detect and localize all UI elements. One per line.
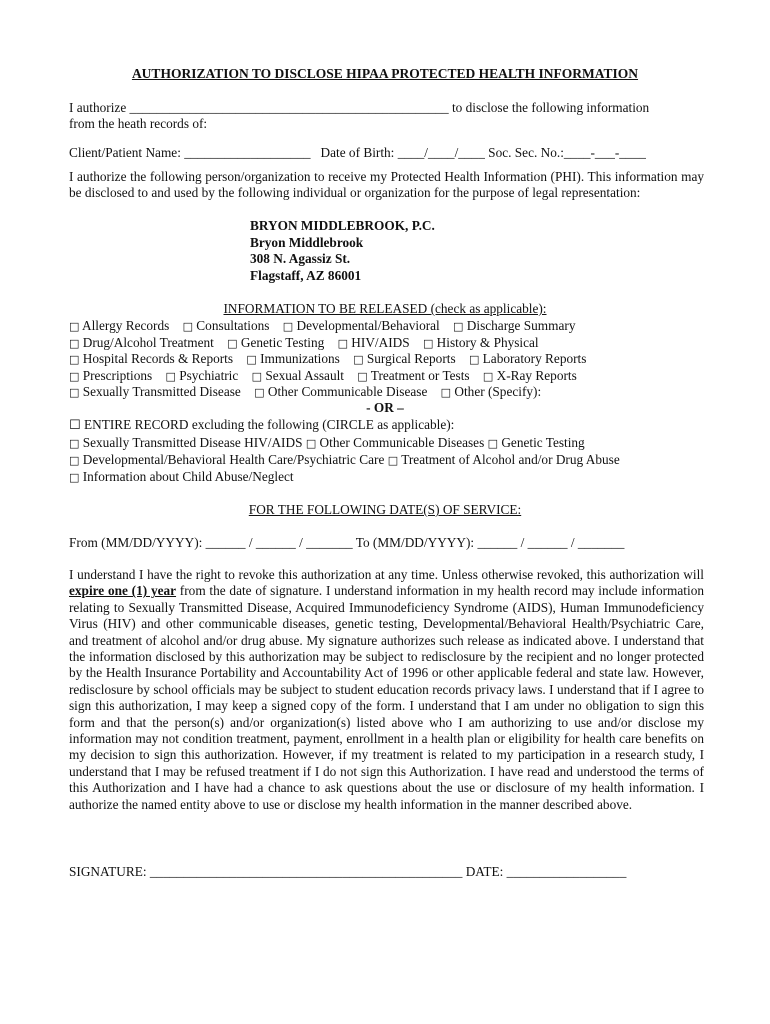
- info-released-label: Sexual Assault: [262, 367, 344, 383]
- checkbox-icon[interactable]: □: [453, 320, 464, 333]
- info-released-option[interactable]: [227, 335, 324, 350]
- info-released-heading: INFORMATION TO BE RELEASED (check as applicable):: [223, 301, 547, 316]
- exclusion-label: Sexually Transmitted Disease HIV/AIDS: [79, 435, 303, 450]
- info-released-option[interactable]: [483, 368, 577, 383]
- checkbox-icon[interactable]: □: [69, 353, 80, 367]
- exclusion-label: Treatment of Alcohol and/or Drug Abuse: [398, 452, 620, 467]
- info-released-option[interactable]: [423, 335, 539, 350]
- info-released-option[interactable]: [252, 368, 344, 383]
- info-released-row: [69, 335, 539, 351]
- checkbox-icon[interactable]: □: [69, 471, 80, 484]
- checkbox-icon[interactable]: □: [353, 353, 364, 367]
- exclusion-label: Genetic Testing: [498, 435, 585, 450]
- or-separator: - OR –: [366, 400, 404, 415]
- info-released-option[interactable]: [165, 368, 238, 383]
- info-released-label: Sexually Transmitted Disease: [79, 384, 241, 400]
- exclusion-option[interactable]: [488, 435, 585, 450]
- exclusion-row: [69, 435, 585, 451]
- info-released-option[interactable]: [338, 335, 410, 350]
- checkbox-icon[interactable]: □: [305, 437, 317, 450]
- entire-record-label: ENTIRE RECORD excluding the following (CIRCLE as applicable):: [83, 417, 455, 432]
- exclusion-row: [69, 469, 294, 485]
- info-released-option[interactable]: [69, 351, 233, 366]
- exclusion-option[interactable]: [69, 452, 384, 467]
- info-released-row: [69, 351, 586, 367]
- checkbox-icon[interactable]: □: [69, 369, 80, 383]
- info-released-label: Genetic Testing: [237, 334, 325, 350]
- checkbox-icon[interactable]: □: [227, 336, 238, 350]
- info-released-label: Developmental/Behavioral: [293, 318, 440, 333]
- checkbox-icon[interactable]: □: [468, 353, 480, 367]
- checkbox-icon[interactable]: □: [282, 320, 294, 333]
- info-released-option[interactable]: [69, 384, 241, 399]
- info-released-label: Discharge Summary: [463, 318, 576, 333]
- info-released-option[interactable]: [357, 368, 469, 383]
- info-released-option[interactable]: [69, 318, 169, 333]
- info-released-label: Treatment or Tests: [367, 367, 470, 383]
- service-date-range-fields[interactable]: From (MM/DD/YYYY): ______ / ______ / _______ To (MM/DD/YYYY): ______ / ______ / _______: [69, 535, 625, 550]
- terms-paragraph: [69, 567, 704, 813]
- expiration-emphasis: expire one (1) year: [69, 583, 177, 599]
- info-released-row: [69, 318, 575, 334]
- checkbox-icon[interactable]: □: [254, 386, 265, 400]
- recipient-firm: BRYON MIDDLEBROOK, P.C.: [250, 218, 435, 233]
- exclusion-option[interactable]: [69, 435, 303, 450]
- checkbox-icon[interactable]: □: [357, 369, 368, 383]
- exclusion-label: Information about Child Abuse/Neglect: [79, 469, 294, 484]
- checkbox-icon[interactable]: □: [246, 353, 257, 367]
- checkbox-icon[interactable]: □: [440, 386, 452, 400]
- exclusion-row: [69, 452, 620, 468]
- info-released-option[interactable]: [441, 384, 542, 399]
- recipient-name: Bryon Middlebrook: [250, 235, 364, 250]
- checkbox-icon[interactable]: □: [69, 437, 80, 450]
- info-released-option[interactable]: [183, 318, 270, 333]
- info-released-option[interactable]: [283, 318, 440, 333]
- checkbox-icon[interactable]: □: [487, 437, 498, 450]
- checkbox-icon[interactable]: □: [337, 336, 348, 350]
- info-released-label: Laboratory Reports: [479, 351, 587, 367]
- authorize-party-field[interactable]: I authorize ________________________________________________ to disclose the following information: [69, 100, 650, 115]
- exclusion-option[interactable]: [306, 435, 484, 450]
- checkbox-icon[interactable]: □: [251, 369, 262, 383]
- recipient-paragraph: I authorize the following person/organization to receive my Protected Health Information (PHI). This information may be disclosed to and used by the following individual or organization for the purpose of legal representation:: [69, 169, 704, 201]
- exclusion-option[interactable]: [388, 452, 620, 467]
- info-released-label: Drug/Alcohol Treatment: [79, 334, 214, 350]
- info-released-option[interactable]: [453, 318, 575, 333]
- info-released-label: Hospital Records & Reports: [79, 351, 234, 367]
- checkbox-icon[interactable]: □: [182, 320, 193, 333]
- entire-record-option[interactable]: [69, 417, 454, 433]
- info-released-label: History & Physical: [433, 334, 539, 350]
- info-released-label: Surgical Reports: [363, 351, 456, 367]
- info-released-row: [69, 384, 541, 400]
- dates-heading: FOR THE FOLLOWING DATE(S) OF SERVICE:: [248, 502, 522, 517]
- exclusion-label: Developmental/Behavioral Health Care/Psychiatric Care: [79, 452, 385, 467]
- checkbox-icon[interactable]: □: [165, 369, 176, 383]
- checkbox-icon[interactable]: □: [387, 454, 399, 467]
- recipient-street: 308 N. Agassiz St.: [250, 251, 351, 266]
- info-released-option[interactable]: [246, 351, 340, 366]
- info-released-option[interactable]: [69, 368, 152, 383]
- info-released-label: HIV/AIDS: [347, 334, 410, 350]
- info-released-label: Immunizations: [256, 351, 340, 367]
- info-released-label: Other (Specify):: [451, 384, 542, 400]
- terms-text-start: I understand I have the right to revoke this authorization at any time. Unless otherwise revoked, this authorization will: [69, 567, 704, 582]
- signature-date-fields[interactable]: SIGNATURE: _______________________________________________ DATE: __________________: [69, 864, 627, 879]
- checkbox-icon[interactable]: □: [422, 336, 434, 350]
- info-released-label: Other Communicable Disease: [264, 384, 428, 400]
- recipient-city: Flagstaff, AZ 86001: [250, 268, 362, 283]
- checkbox-icon[interactable]: □: [69, 336, 80, 350]
- info-released-row: [69, 368, 577, 384]
- form-title: AUTHORIZATION TO DISCLOSE HIPAA PROTECTED HEALTH INFORMATION: [131, 66, 639, 81]
- checkbox-icon[interactable]: □: [69, 386, 80, 400]
- authorize-line-continuation: from the heath records of:: [69, 116, 208, 131]
- info-released-label: Prescriptions: [79, 367, 153, 383]
- patient-info-fields[interactable]: Client/Patient Name: ___________________ Date of Birth: ____/____/____ Soc. Sec. No.:____-___-____: [69, 145, 646, 160]
- info-released-option[interactable]: [254, 384, 427, 399]
- info-released-label: Allergy Records: [79, 318, 170, 333]
- info-released-label: X-Ray Reports: [493, 367, 577, 383]
- info-released-label: Consultations: [192, 318, 270, 333]
- info-released-option[interactable]: [69, 335, 214, 350]
- terms-text-rest: from the date of signature. I understand information in my health record may include information relating to Sexually Transmitted Disease, Acquired Immunodeficiency Syndrome (AIDS), Human Immunodeficiency Virus (HIV) and other communicable diseases, genetic testing, Developmental/Behavioral Health/Psychiatric Care, and treatment of alcohol and/or drug abuse. My signature authorizes such release as indicated above. I understand that the information disclosed by this authorization may be subject to redisclosure by the recipient and no longer protected by the Health Insurance Portability and Accountability Act of 1996 or other applicable federal and state law. However, redisclosure by school officials may be subject to student education records privacy laws. I understand that if I agree to sign this authorization, I may keep a signed copy of the form. I understand that I am under no obligation to sign this form and that the person(s) and/or organization(s) listed above who I am authorizing to use and/or disclose my information may not condition treatment, payment, enrollment in a health plan or eligibility for health care benefits on my decision to sign this authorization. However, if my treatment is related to my participation in a research study, I understand that I may be refused treatment if I do not sign this Authorization. I have read and understood the terms of this Authorization and I have had a chance to ask questions about the use or disclosure of my health information. I authorize the named entity above to use or disclose my health information in the manner described above.: [69, 583, 704, 812]
- exclusion-label: Other Communicable Diseases: [316, 435, 485, 450]
- info-released-label: Psychiatric: [175, 367, 239, 383]
- info-released-option[interactable]: [353, 351, 456, 366]
- checkbox-icon[interactable]: ☐: [69, 418, 81, 433]
- info-released-option[interactable]: [469, 351, 587, 366]
- checkbox-icon[interactable]: □: [69, 320, 80, 333]
- exclusion-option[interactable]: [69, 469, 294, 484]
- checkbox-icon[interactable]: □: [482, 369, 494, 383]
- checkbox-icon[interactable]: □: [69, 454, 80, 467]
